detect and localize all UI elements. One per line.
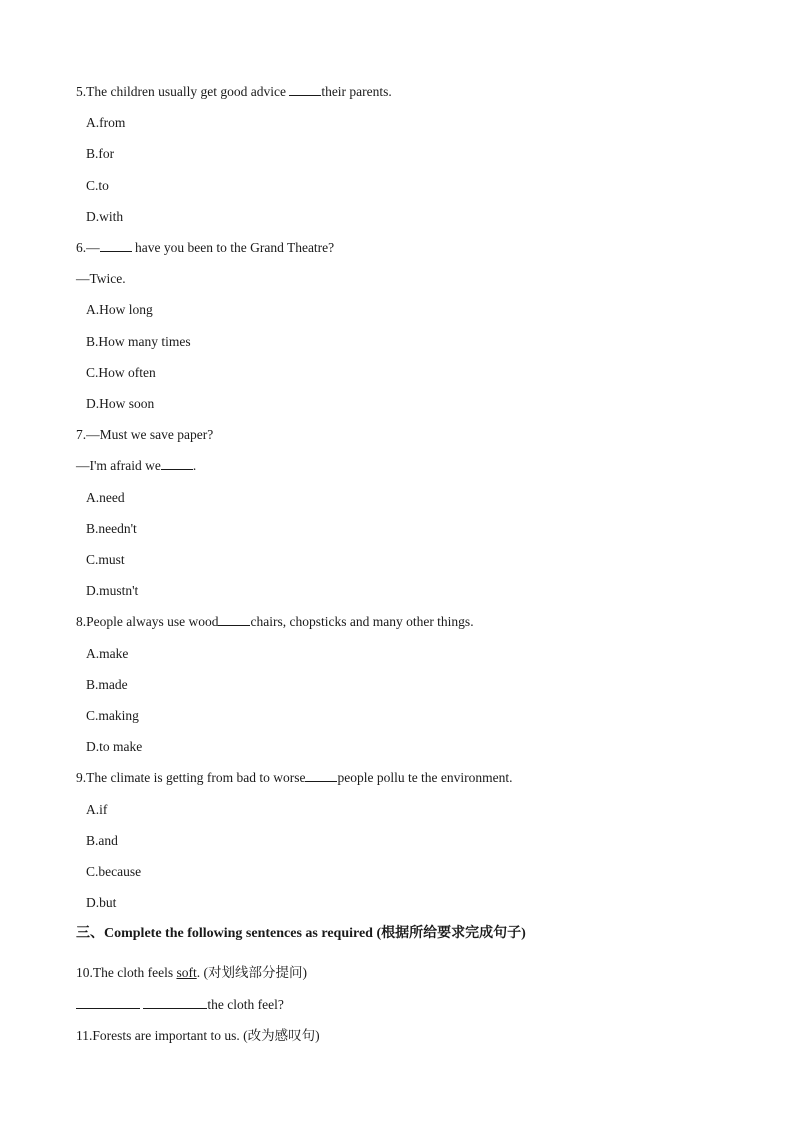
answer-blank <box>143 996 207 1009</box>
question-8-option-b: B.made <box>86 677 128 692</box>
stem-text: 10.The cloth feels <box>76 965 177 980</box>
answer-blank <box>289 83 321 96</box>
question-6-option-c: C.How often <box>86 365 156 380</box>
question-7-stem <box>76 426 213 444</box>
question-11-stem: 11.Forests are important to us. (改为感叹句) <box>76 1028 320 1043</box>
question-7-reply <box>76 457 196 475</box>
question-9-option-a: A.if <box>86 802 108 817</box>
question-number: 7. <box>76 427 87 442</box>
answer-blank <box>305 769 337 782</box>
question-7-option-d: D.mustn't <box>86 583 139 598</box>
stem-text: The climate is getting from bad to worse <box>86 770 306 785</box>
question-9-option-d: D.but <box>86 895 117 910</box>
stem-text: have you been to the Grand Theatre? <box>131 240 335 255</box>
question-7-option-a: A.need <box>86 490 125 505</box>
question-10-stem <box>76 964 307 982</box>
stem-text: people pollu te the environment. <box>337 770 513 785</box>
answer-blank <box>100 239 132 252</box>
underlined-word: soft <box>176 965 197 980</box>
stem-text: People always use wood <box>86 614 219 629</box>
question-7-option-c: C.must <box>86 552 125 567</box>
question-6-stem <box>76 239 334 257</box>
question-6-option-d: D.How soon <box>86 396 155 411</box>
answer-blank <box>161 457 193 470</box>
question-number: 9. <box>76 770 87 785</box>
stem-text: chairs, chopsticks and many other things. <box>250 614 474 629</box>
question-9-option-c: C.because <box>86 864 142 879</box>
stem-text: — <box>86 240 100 255</box>
question-8-option-d: D.to make <box>86 739 143 754</box>
answer-text: the cloth feel? <box>207 997 284 1012</box>
stem-text: —Must we save paper? <box>86 427 214 442</box>
question-number: 5. <box>76 84 87 99</box>
question-8-option-a: A.make <box>86 646 129 661</box>
question-5-option-a: A.from <box>86 115 126 130</box>
reply-text: . <box>192 458 197 473</box>
question-9-option-b: B.and <box>86 833 118 848</box>
stem-text: . (对划线部分提问) <box>196 965 307 980</box>
stem-text: The children usually get good advice <box>86 84 290 99</box>
answer-blank <box>218 613 250 626</box>
question-10-answer-line <box>76 996 284 1014</box>
question-6-reply: —Twice. <box>76 271 126 286</box>
question-5-option-b: B.for <box>86 146 115 161</box>
question-8-stem <box>76 613 474 631</box>
question-8-option-c: C.making <box>86 708 139 723</box>
question-number: 6. <box>76 240 87 255</box>
question-5-stem <box>76 83 392 101</box>
answer-blank <box>76 996 140 1009</box>
question-5-option-d: D.with <box>86 209 124 224</box>
question-6-option-a: A.How long <box>86 302 153 317</box>
stem-text: their parents. <box>321 84 392 99</box>
question-number: 8. <box>76 614 87 629</box>
section-3-heading: 三、Complete the following sentences as required (根据所给要求完成句子) <box>76 926 526 941</box>
reply-text: —I'm afraid we <box>76 458 161 473</box>
question-9-stem <box>76 769 513 787</box>
question-6-option-b: B.How many times <box>86 334 191 349</box>
question-7-option-b: B.needn't <box>86 521 137 536</box>
question-5-option-c: C.to <box>86 178 109 193</box>
